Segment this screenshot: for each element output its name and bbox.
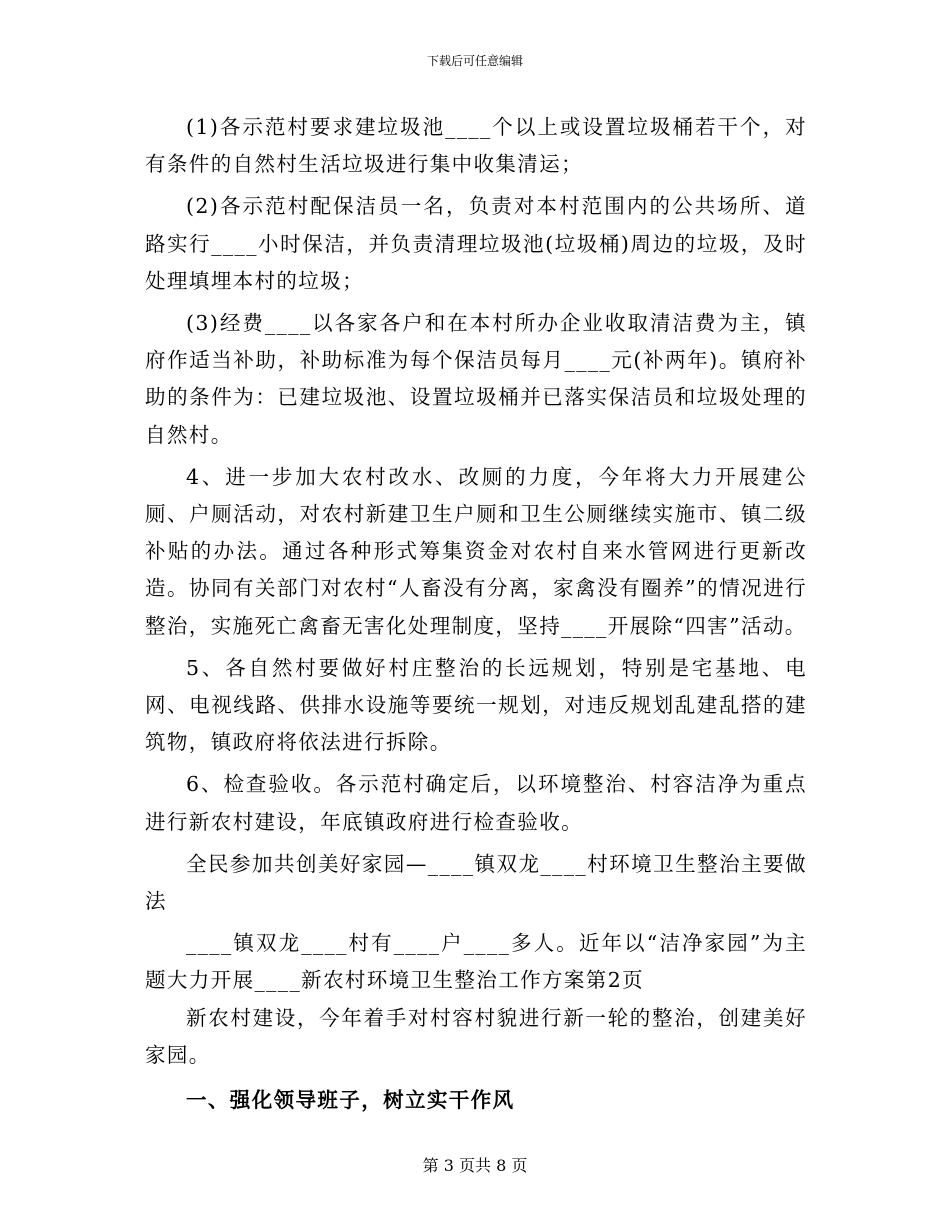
paragraph-construction: 新农村建设，今年着手对村容村貌进行新一轮的整治，创建美好家园。	[145, 1005, 807, 1067]
paragraph-item-1: (1)各示范村要求建垃圾池____个以上或设置垃圾桶若干个，对有条件的自然村生活垃圾进行集中收集清运；	[145, 115, 807, 177]
paragraph-item-5: 5、各自然村要做好村庄整治的长远规划，特别是宅基地、电网、电视线路、供排水设施等要统一规划，对违反规划乱建乱搭的建筑物，镇政府将依法进行拆除。	[145, 655, 807, 755]
document-body	[145, 109, 807, 1119]
paragraph-item-4: 4、进一步加大农村改水、改厕的力度，今年将大力开展建公厕、户厕活动，对农村新建卫生户厕和卫生公厕继续实施市、镇二级补贴的办法。通过各种形式筹集资金对农村自来水管网进行更新改造。协同有关部门对农村“人畜没有分离，家禽没有圈养”的情况进行整治，实施死亡禽畜无害化处理制度，坚持____开展除“四害”活动。	[145, 464, 807, 638]
paragraph-item-2: (2)各示范村配保洁员一名，负责对本村范围内的公共场所、道路实行____小时保洁，并负责清理垃圾池(垃圾桶)周边的垃圾，及时处理填埋本村的垃圾；	[145, 194, 807, 293]
article-title-line: 全民参加共创美好家园—____镇双龙____村环境卫生整治主要做法	[145, 851, 807, 914]
paragraph-item-6: 6、检查验收。各示范村确定后，以环境整治、村容洁净为重点进行新农村建设，年底镇政府进行检查验收。	[145, 772, 807, 834]
page-header: 下载后可任意编辑	[426, 54, 523, 68]
page-footer: 第 3 页共 8 页	[422, 1156, 528, 1175]
section-heading: 一、强化领导班子，树立实干作风	[186, 1088, 515, 1113]
paragraph-village-intro: ____镇双龙____村有____户____多人。近年以“洁净家园”为主题大力开展____新农村环境卫生整治工作方案第2页	[145, 931, 807, 993]
paragraph-item-3: (3)经费____以各家各户和在本村所办企业收取清洁费为主，镇府作适当补助，补助标准为每个保洁员每月____元(补两年)。镇府补助的条件为：已建垃圾池、设置垃圾桶并已落实保洁员和垃圾处理的自然村。	[145, 311, 807, 447]
